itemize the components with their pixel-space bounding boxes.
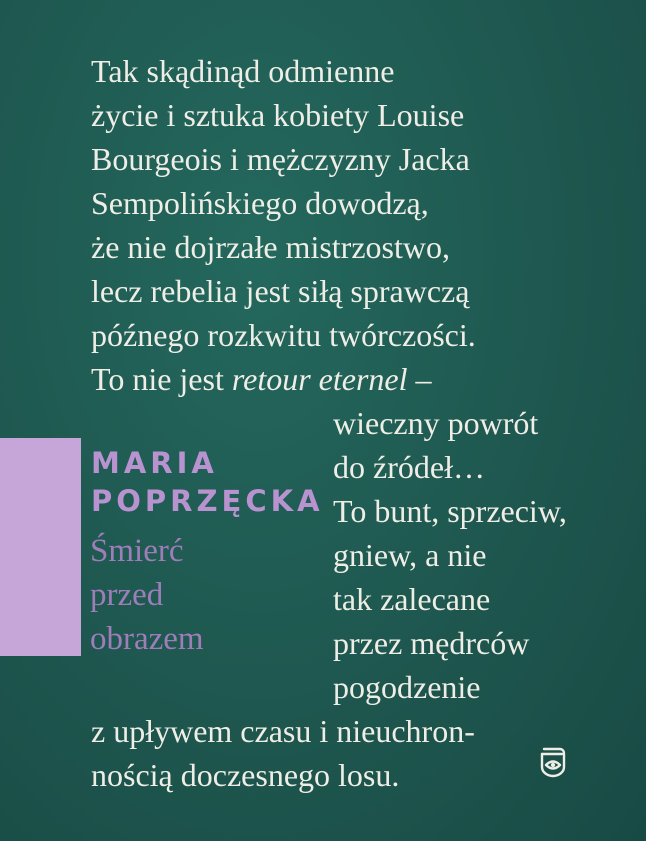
blurb-line: [91, 363, 432, 395]
author-first-name: MARIA: [91, 446, 218, 480]
blurb-line: z upływem czasu i nieuchron-: [91, 713, 475, 749]
blurb-text: To nie jest: [91, 361, 224, 397]
blurb-line: późnego rozkwitu twórczości.: [91, 317, 476, 353]
blurb-line: Sempolińskiego dowodzą,: [91, 185, 429, 221]
title-line: Śmierć: [90, 533, 184, 569]
blurb-line: tak zalecane: [333, 581, 491, 617]
blurb-line: życie i sztuka kobiety Louise: [91, 97, 465, 133]
blurb-line: lecz rebelia jest siłą sprawczą: [91, 273, 470, 309]
title-line: przed: [90, 577, 164, 613]
blurb-italic-phrase: retour eternel: [231, 361, 408, 397]
publisher-logo-icon: [535, 743, 571, 779]
blurb-line: gniew, a nie: [333, 537, 487, 573]
author-last-name: POPRZĘCKA: [91, 484, 324, 518]
accent-band: [0, 438, 81, 656]
blurb-line: Tak skądinąd odmienne: [91, 53, 395, 89]
blurb-line: To bunt, sprzeciw,: [333, 493, 567, 529]
title-line: obrazem: [90, 621, 204, 657]
blurb-line: pogodzenie: [333, 669, 481, 705]
blurb-line: Bourgeois i mężczyzny Jacka: [91, 141, 470, 177]
blurb-line: nością doczesnego losu.: [91, 757, 400, 793]
blurb-line: wieczny powrót: [333, 405, 539, 441]
blurb-line: przez mędrców: [333, 625, 530, 661]
blurb-line: że nie dojrzałe mistrzostwo,: [91, 229, 450, 265]
blurb-dash: –: [415, 361, 432, 397]
blurb-line: do źródeł…: [333, 449, 485, 485]
